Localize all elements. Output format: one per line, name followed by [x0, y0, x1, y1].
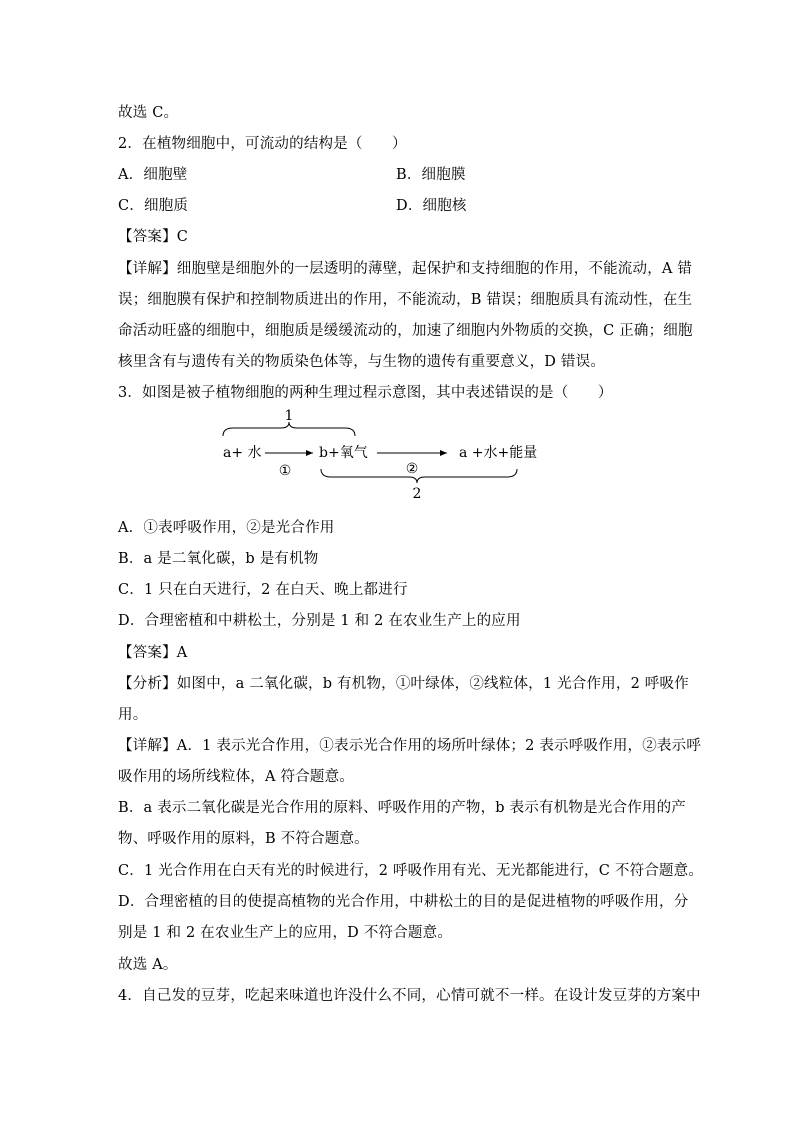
q3-option-b: B．a 是二氧化碳，b 是有机物 — [118, 551, 319, 567]
answer-conclusion-q3: 故选 A。 — [118, 957, 178, 973]
q3-detail-line: 吸作用的场所线粒体，A 符合题意。 — [118, 769, 354, 785]
q3-answer: 【答案】A — [118, 645, 188, 661]
q3-detail-line: 物、呼吸作用的原料，B 不符合题意。 — [118, 831, 369, 847]
diagram-label-bottom: 2 — [412, 486, 422, 502]
q3-detail-line: C．1 光合作用在白天有光的时候进行，2 呼吸作用有光、无光都能进行，C 不符合题意。 — [118, 863, 704, 879]
q3-detail-line: 别是 1 和 2 在农业生产上的应用，D 不符合题意。 — [118, 925, 453, 941]
q3-detail-line: D．合理密植的目的使提高植物的光合作用，中耕松土的目的是促进植物的呼吸作用，分 — [118, 894, 689, 910]
top-brace — [223, 422, 355, 436]
q3-detail-line: 【详解】A．1 表示光合作用，①表示光合作用的场所叶绿体；2 表示呼吸作用，②表示呼 — [118, 738, 702, 754]
diagram-middle-term: b+氧气 — [319, 445, 368, 461]
diagram-arrow1-label: ① — [278, 463, 292, 479]
photosynthesis-respiration-diagram — [215, 406, 545, 506]
diagram-right-term: a +水+能量 — [459, 445, 538, 461]
q2-answer: 【答案】C — [118, 229, 189, 245]
answer-conclusion-q1: 故选 C。 — [118, 105, 179, 121]
q3-analysis-line: 用。 — [118, 707, 148, 723]
q2-option-b: B．细胞膜 — [396, 167, 466, 183]
question-3: 3．如图是被子植物细胞的两种生理过程示意图，其中表述错误的是（ ） — [118, 385, 613, 401]
diagram-label-top: 1 — [284, 408, 294, 424]
q3-detail-line: B．a 表示二氧化碳是光合作用的原料、呼吸作用的产物，b 表示有机物是光合作用的产 — [118, 800, 686, 816]
arrow-1-head — [306, 450, 313, 456]
q2-option-a: A．细胞壁 — [118, 167, 188, 183]
q3-analysis-line: 【分析】如图中，a 二氧化碳，b 有机物，①叶绿体，②线粒体，1 光合作用，2 呼吸作 — [118, 676, 689, 692]
q3-option-a: A．①表呼吸作用，②是光合作用 — [118, 520, 335, 536]
question-2: 2．在植物细胞中，可流动的结构是（ ） — [118, 136, 407, 152]
arrow-2-head — [440, 450, 447, 456]
q2-detail-line: 【详解】细胞壁是细胞外的一层透明的薄壁，起保护和支持细胞的作用，不能流动，A 错 — [118, 261, 693, 277]
q2-detail-line: 核里含有与遗传有关的物质染色体等，与生物的遗传有重要意义，D 错误。 — [118, 354, 606, 370]
diagram-left-term: a+ 水 — [223, 445, 262, 461]
q3-option-d: D．合理密植和中耕松土，分别是 1 和 2 在农业生产上的应用 — [118, 613, 521, 629]
bottom-brace — [321, 469, 517, 483]
diagram-arrow2-label: ② — [405, 461, 419, 477]
question-4: 4．自己发的豆芽，吃起来味道也许没什么不同，心情可就不一样。在设计发豆芽的方案中 — [118, 988, 701, 1004]
q2-detail-line: 命活动旺盛的细胞中，细胞质是缓缓流动的，加速了细胞内外物质的交换，C 正确；细胞 — [118, 323, 693, 339]
q2-option-d: D．细胞核 — [396, 198, 467, 214]
q3-option-c: C．1 只在白天进行，2 在白天、晚上都进行 — [118, 582, 408, 598]
q2-option-c: C．细胞质 — [118, 198, 189, 214]
q2-detail-line: 误；细胞膜有保护和控制物质进出的作用，不能流动，B 错误；细胞质具有流动性，在生 — [118, 292, 693, 308]
